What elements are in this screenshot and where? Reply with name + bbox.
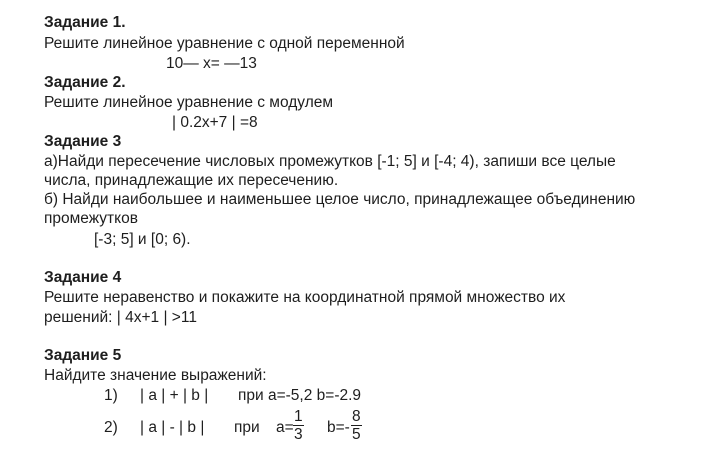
- task4-text-line2: решений: | 4x+1 | >11: [44, 309, 197, 326]
- task2-text: Решите линейное уравнение с модулем: [44, 94, 334, 111]
- task5-item1-condition: при а=-5,2 b=-2.9: [238, 387, 362, 404]
- fraction-numerator: 1: [294, 408, 303, 425]
- task1-text: Решите линейное уравнение с одной переменной: [44, 35, 405, 52]
- task5-item2-a-fraction: [293, 408, 304, 443]
- task3-part-b-line1: б) Найди наибольшее и наименьшее целое число, принадлежащее объединению: [44, 191, 636, 208]
- task5-heading: Задание 5: [44, 347, 122, 364]
- fraction-denominator: 3: [294, 426, 303, 443]
- task5-item2-expression: | a | - | b |: [140, 419, 205, 436]
- task3-part-a-line2: числа, принадлежащие их пересечению.: [44, 172, 339, 189]
- task5-item2-b-label: b=-: [327, 419, 350, 436]
- task2-equation: | 0.2x+7 | =8: [172, 114, 258, 131]
- task5-item2-pri: при: [234, 419, 260, 436]
- task4-text-line1: Решите неравенство и покажите на координатной прямой множество их: [44, 289, 566, 306]
- task4-heading: Задание 4: [44, 269, 122, 286]
- task5-item1-expression: | a | + | b |: [140, 387, 209, 404]
- task1-equation: 10— x= —13: [166, 55, 257, 72]
- task5-item2-b-fraction: [351, 408, 362, 443]
- task3-part-a-line1: а)Найди пересечение числовых промежутков [-1; 5] и [-4; 4), запиши все целые: [44, 153, 616, 170]
- task3-heading: Задание 3: [44, 133, 122, 150]
- task5-item2-number: 2): [104, 419, 118, 436]
- fraction-numerator: 8: [352, 408, 361, 425]
- task3-part-b-line2: промежутков: [44, 210, 138, 227]
- task2-heading: Задание 2.: [44, 74, 126, 91]
- task5-item1-number: 1): [104, 387, 118, 404]
- task5-text: Найдите значение выражений:: [44, 367, 267, 384]
- fraction-denominator: 5: [352, 426, 361, 443]
- task5-item2-a-label: a=: [276, 419, 294, 436]
- task3-intervals: [-3; 5] и [0; 6).: [94, 231, 191, 248]
- task1-heading: Задание 1.: [44, 14, 126, 31]
